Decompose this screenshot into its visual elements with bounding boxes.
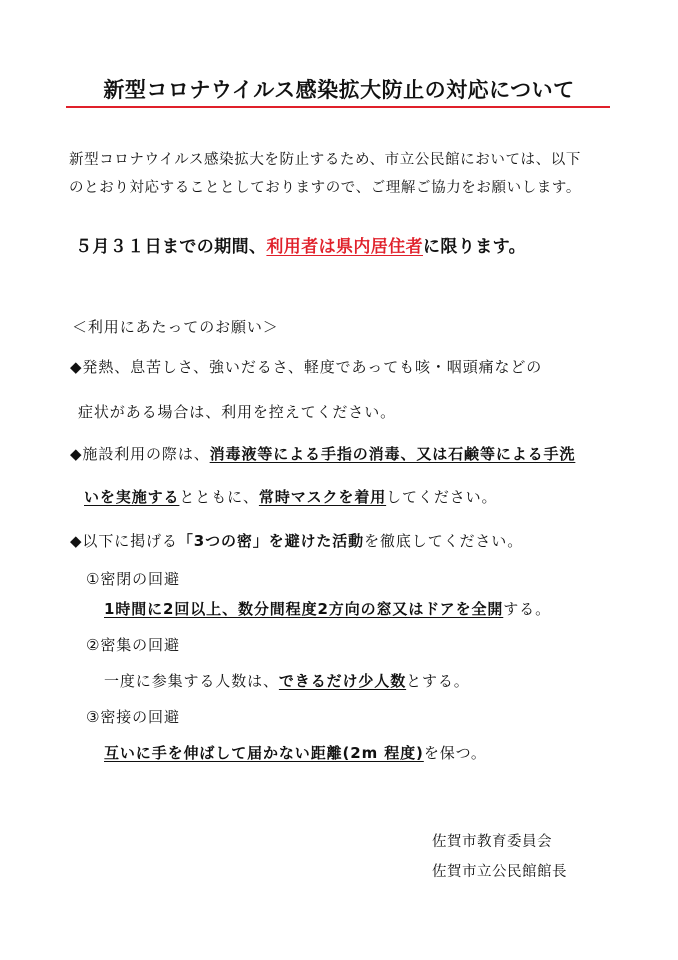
intro-line-2: のとおり対応することとしておりますので、ご理解ご協力をお願いします。 bbox=[69, 180, 581, 196]
request-2-part-3: いを実施する bbox=[84, 488, 180, 506]
request-3-part-1: ◆以下に掲げる bbox=[70, 532, 178, 550]
request-2-part-6: してください。 bbox=[386, 488, 498, 506]
request-3-part-2: 「3つの密」を避けた活動 bbox=[177, 532, 365, 550]
signature-line-1: 佐賀市教育委員会 bbox=[432, 834, 552, 850]
sub-3-heading: ③密接の回避 bbox=[86, 708, 180, 726]
request-3-part-3: を徹底してください。 bbox=[364, 532, 524, 550]
request-3-line bbox=[70, 530, 523, 551]
page-title: 新型コロナウイルス感染拡大防止の対応について bbox=[103, 78, 575, 102]
intro-line-1: 新型コロナウイルス感染拡大を防止するため、市立公民館においては、以下 bbox=[69, 152, 581, 168]
notice-prefix: ５月３１日までの期間、 bbox=[75, 237, 267, 257]
request-2-part-2: 消毒液等による手指の消毒、又は石鹸等による手洗 bbox=[209, 445, 576, 463]
sub-2-tail: とする。 bbox=[406, 672, 470, 690]
sub-2-heading: ②密集の回避 bbox=[86, 636, 180, 654]
request-2-part-1: ◆施設利用の際は、 bbox=[70, 445, 210, 463]
sub-2-head: 一度に参集する人数は、 bbox=[104, 672, 279, 690]
requests-heading: ＜利用にあたってのお願い＞ bbox=[72, 318, 279, 336]
notice-suffix: に限ります。 bbox=[423, 237, 527, 257]
sub-3-tail: を保つ。 bbox=[423, 744, 487, 762]
sub-2-bold: できるだけ少人数 bbox=[278, 672, 407, 690]
request-1-line-2: 症状がある場合は、利用を控えてください。 bbox=[78, 403, 397, 421]
sub-1-bold: 1時間に2回以上、数分間程度2方向の窓又はドアを全開 bbox=[104, 600, 504, 618]
sub-3-bold: 互いに手を伸ばして届かない距離(2m 程度) bbox=[104, 744, 424, 762]
sub-3-text bbox=[104, 742, 487, 763]
sub-1-heading: ①密閉の回避 bbox=[86, 570, 180, 588]
notice-highlight: 利用者は県内居住者 bbox=[266, 237, 424, 257]
request-2-part-5: 常時マスクを着用 bbox=[258, 488, 387, 506]
request-1-line-1: ◆発熱、息苦しさ、強いだるさ、軽度であっても咳・咽頭痛などの bbox=[70, 358, 543, 376]
title-underline-rule bbox=[66, 106, 610, 108]
signature-line-2: 佐賀市立公民館館長 bbox=[432, 864, 567, 880]
period-notice bbox=[75, 232, 526, 257]
request-2-line-1 bbox=[70, 443, 575, 464]
sub-1-text bbox=[104, 598, 551, 619]
sub-1-tail: する。 bbox=[503, 600, 551, 618]
request-2-line-2 bbox=[84, 486, 497, 507]
request-2-part-4: とともに、 bbox=[179, 488, 259, 506]
sub-2-text bbox=[104, 670, 470, 691]
